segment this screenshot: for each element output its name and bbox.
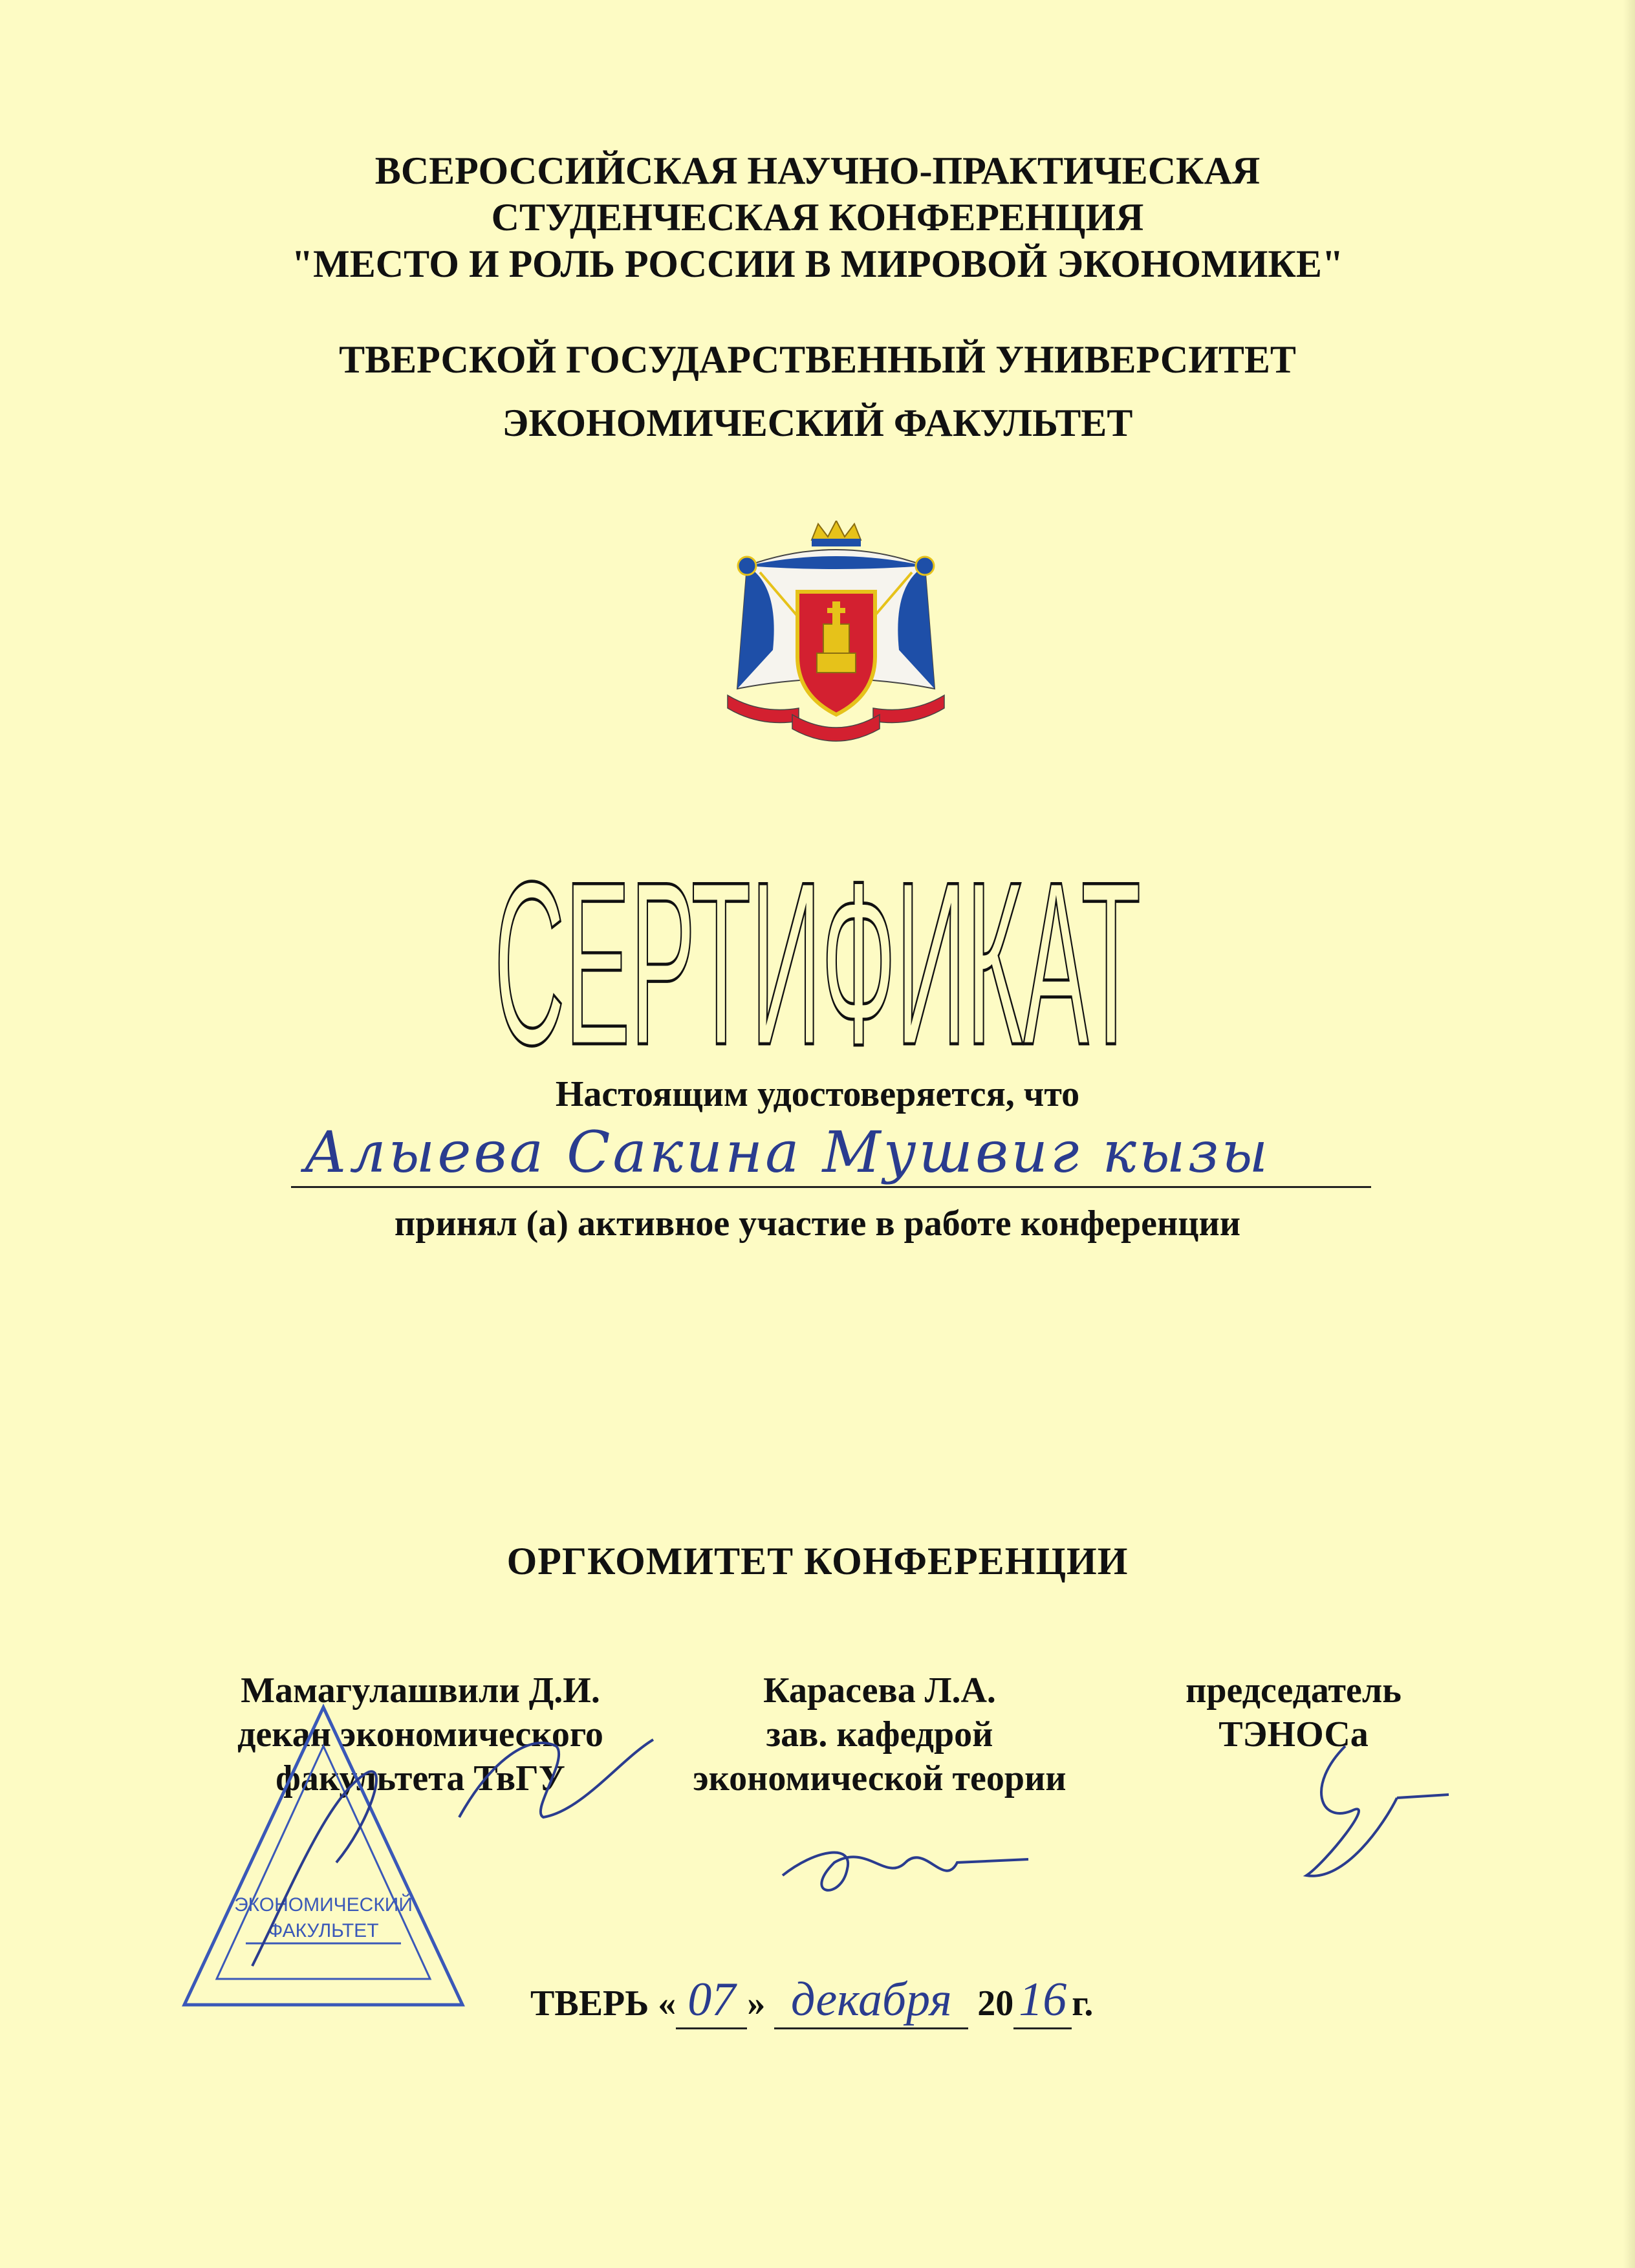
committee-title: ОРГКОМИТЕТ КОНФЕРЕНЦИИ [506, 1540, 1129, 1582]
certificate-title-text: СЕРТИФИКАТ [493, 873, 1141, 1067]
university-crest-icon [721, 521, 951, 753]
recipient-field [291, 1119, 1371, 1193]
signatory-head-role-2: экономической теории [693, 1758, 1067, 1798]
signatory-head [679, 1669, 1080, 1800]
certificate-title [0, 873, 1635, 1067]
participation-text: принял (а) активное участие в работе конференции [394, 1204, 1241, 1244]
signatory-dean-name: Мамагулашвили Д.И. [241, 1670, 600, 1711]
recipient-name: Алыева Сакина Мушвиг кызы [304, 1119, 1271, 1185]
signature-head-icon [776, 1824, 1035, 1927]
conference-title [0, 147, 1635, 287]
date-close-quote: » [747, 1983, 766, 2024]
signatory-chair-name: председатель [1186, 1670, 1402, 1711]
date-city: ТВЕРЬ « [530, 1983, 677, 2024]
signatory-head-role-1: зав. кафедрой [766, 1714, 993, 1755]
date-line [530, 1972, 1093, 2037]
university-name: ТВЕРСКОЙ ГОСУДАРСТВЕННЫЙ УНИВЕРСИТЕТ [339, 338, 1296, 381]
faculty-name: ЭКОНОМИЧЕСКИЙ ФАКУЛЬТЕТ [502, 402, 1133, 444]
conference-line-1: ВСЕРОССИЙСКАЯ НАУЧНО-ПРАКТИЧЕСКАЯ [374, 149, 1261, 192]
conference-line-2: СТУДЕНЧЕСКАЯ КОНФЕРЕНЦИЯ [491, 196, 1144, 239]
date-year-prefix: 20 [977, 1983, 1014, 2024]
stamp-line-2: ФАКУЛЬТЕТ [268, 1920, 379, 1941]
signatory-dean-role-1: декан экономического [237, 1714, 603, 1755]
signature-dean-icon [453, 1720, 660, 1837]
signatory-dean-role-2: факультета ТвГУ [276, 1758, 565, 1798]
faculty-stamp-icon [175, 1694, 472, 2031]
certify-text: Настоящим удостоверяется, что [555, 1074, 1080, 1114]
signatory-chair-role-1: ТЭНОСа [1218, 1714, 1369, 1755]
recipient-underline [291, 1186, 1371, 1188]
signature-chair-icon [1268, 1733, 1462, 1901]
conference-line-3: "МЕСТО И РОЛЬ РОССИИ В МИРОВОЙ ЭКОНОМИКЕ" [291, 243, 1344, 285]
date-year-suffix: 16 [1013, 1972, 1072, 2029]
signatory-head-name: Карасева Л.А. [763, 1670, 996, 1711]
date-suffix: г. [1072, 1983, 1094, 2024]
date-day: 07 [676, 1972, 747, 2029]
date-month: декабря [774, 1972, 968, 2029]
stamp-line-1: ЭКОНОМИЧЕСКИЙ [234, 1894, 413, 1916]
